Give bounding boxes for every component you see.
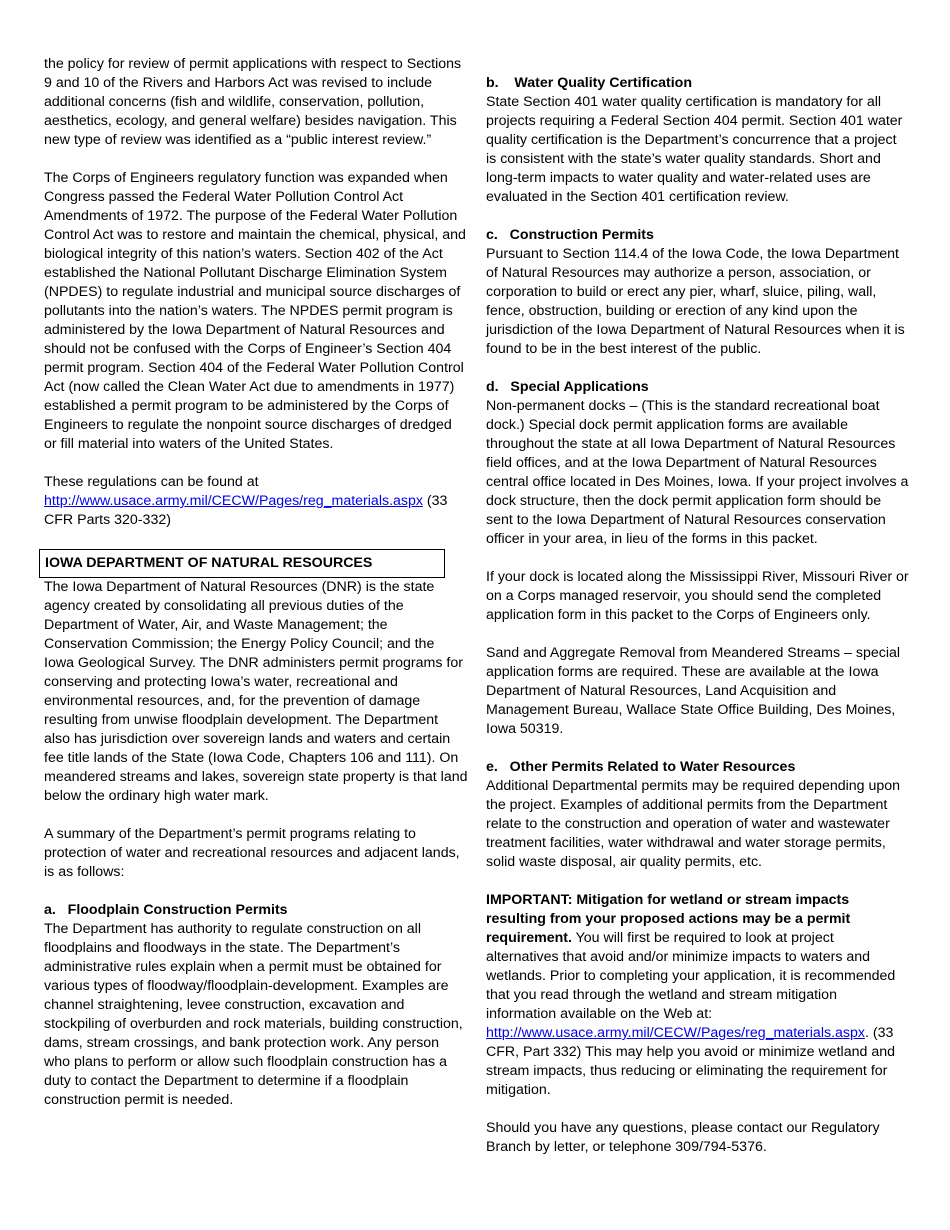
- important-mitigation-paragraph: [486, 891, 910, 1100]
- regulations-citation: (33 CFR Parts 320-332): [44, 493, 448, 528]
- floodplain-body: The Department has authority to regulate construction on all floodplains and floodways in the state. The Department’s administrative rules explain when a permit must be obtained for various types of floodway/floodplain-development. Examples are channel straightening, levee construction, excavation and stockpiling of overburden and rock materials, building construction, dams, stream crossings, and bank protection work. Any person who plans to perform or allow such floodplain construction has a duty to contact the Department to determine if a floodplain construction permit is needed.: [44, 921, 463, 1108]
- other-permits-body: Additional Departmental permits may be required depending upon the project. Examples of additional permits from the Department relate to the construction and operation of water and wastewater treatment facilities, water withdrawal and water storage permits, solid waste disposal, air quality permits, etc.: [486, 778, 901, 870]
- iowa-dnr-heading: IOWA DEPARTMENT OF NATURAL RESOURCES: [39, 549, 445, 578]
- right-column: [486, 74, 910, 1176]
- special-applications-heading: d. Special Applications: [486, 379, 649, 395]
- floodplain-heading: a. Floodplain Construction Permits: [44, 902, 288, 918]
- dnr-description-paragraph: The Iowa Department of Natural Resources (DNR) is the state agency created by consolidating all previous duties of the Department of Water, Air, and Waste Management; the Conservation Commission; the Energy Policy Council; and the Iowa Geological Survey. The DNR administers permit programs for conserving and protecting Iowa’s water, recreational and environmental resources, and, for the prevention of damage resulting from unwise floodplain development. The Department also has jurisdiction over sovereign lands and waters and certain fee title lands of the State (Iowa Code, Chapters 106 and 111). On meandered streams and lakes, sovereign state property is that land below the ordinary high water mark.: [44, 579, 468, 804]
- dock-location-paragraph: If your dock is located along the Mississippi River, Missouri River or on a Corps managed reservoir, you should send the completed application form in this packet to the Corps of Engineers only.: [486, 569, 909, 623]
- construction-permits-heading: c. Construction Permits: [486, 227, 654, 243]
- left-column: [44, 55, 468, 1129]
- regulations-link[interactable]: http://www.usace.army.mil/CECW/Pages/reg_materials.aspx: [44, 493, 423, 509]
- mitigation-text: You will first be required to look at project alternatives that avoid and/or minimize impacts to waters and wetlands. Prior to completing your application, it is recommended that you read through the wetland and stream mitigation information available on the Web at:: [486, 930, 896, 1022]
- corps-regulatory-paragraph: The Corps of Engineers regulatory function was expanded when Congress passed the Federal Water Pollution Control Act Amendments of 1972. The purpose of the Federal Water Pollution Control Act was to restore and maintain the chemical, physical, and biological integrity of this nation’s waters. Section 402 of the Act established the National Pollutant Discharge Elimination System (NPDES) to regulate industrial and municipal source discharges of pollutants into the nation’s waters. The NPDES permit program is administered by the Iowa Department of Natural Resources and should not be confused with the Corps of Engineer’s Section 404 permit program. Section 404 of the Federal Water Pollution Control Act (now called the Clean Water Act due to amendments in 1977) established a permit program to be administered by the Corps of Engineers to regulate the nonpoint source discharges of dredged or fill material into waters of the United States.: [44, 170, 466, 452]
- special-applications-body: Non-permanent docks – (This is the standard recreational boat dock.) Special dock permit application forms are available throughout the state at all Iowa Department of Natural Resources field offices, and at the Iowa Department of Natural Resources central office located in Des Moines, Iowa. If your project involves a dock structure, then the dock permit application form should be sent to the Iowa Department of Natural Resources conservation officer in your area, in lieu of the forms in this packet.: [486, 398, 909, 547]
- water-quality-heading: b. Water Quality Certification: [486, 75, 693, 91]
- mitigation-citation: . (33 CFR, Part 332) This may help you avoid or minimize wetland and stream impacts, thus reducing or eliminating the requirement for mitigation.: [486, 1025, 895, 1098]
- regulations-intro: These regulations can be found at: [44, 474, 259, 490]
- water-quality-body: State Section 401 water quality certification is mandatory for all projects requiring a Federal Section 404 permit. Section 401 water quality certification is the Department’s concurrence that a project is consistent with the state’s water quality standards. Short and long-term impacts to water quality and water-related uses are evaluated in the Section 401 certification review.: [486, 94, 903, 205]
- summary-paragraph: A summary of the Department’s permit programs relating to protection of water and recreational resources and adjacent lands, is as follows:: [44, 826, 460, 880]
- sand-aggregate-paragraph: Sand and Aggregate Removal from Meandered Streams – special application forms are required. These are available at the Iowa Department of Natural Resources, Land Acquisition and Management Bureau, Wallace State Office Building, Des Moines, Iowa 50319.: [486, 645, 901, 737]
- mitigation-link[interactable]: http://www.usace.army.mil/CECW/Pages/reg_materials.aspx: [486, 1025, 865, 1041]
- important-notice: IMPORTANT: Mitigation for wetland or stream impacts resulting from your proposed actions may be a permit requirement.: [486, 892, 851, 946]
- other-permits-heading: e. Other Permits Related to Water Resources: [486, 759, 796, 775]
- contact-paragraph: Should you have any questions, please contact our Regulatory Branch by letter, or telephone 309/794-5376.: [486, 1120, 880, 1155]
- construction-permits-body: Pursuant to Section 114.4 of the Iowa Code, the Iowa Department of Natural Resources may authorize a person, association, or corporation to build or erect any pier, wharf, sluice, piling, wall, fence, obstruction, building or erection of any kind upon the jurisdiction of the Iowa Department of Natural Resources when it is found to be in the best interest of the public.: [486, 246, 905, 357]
- regulations-paragraph: [44, 473, 468, 530]
- public-interest-paragraph: the policy for review of permit applications with respect to Sections 9 and 10 of the Rivers and Harbors Act was revised to include additional concerns (fish and wildlife, conservation, pollution, aesthetics, ecology, and general welfare) besides navigation. This new type of review was identified as a “public interest review.”: [44, 56, 462, 148]
